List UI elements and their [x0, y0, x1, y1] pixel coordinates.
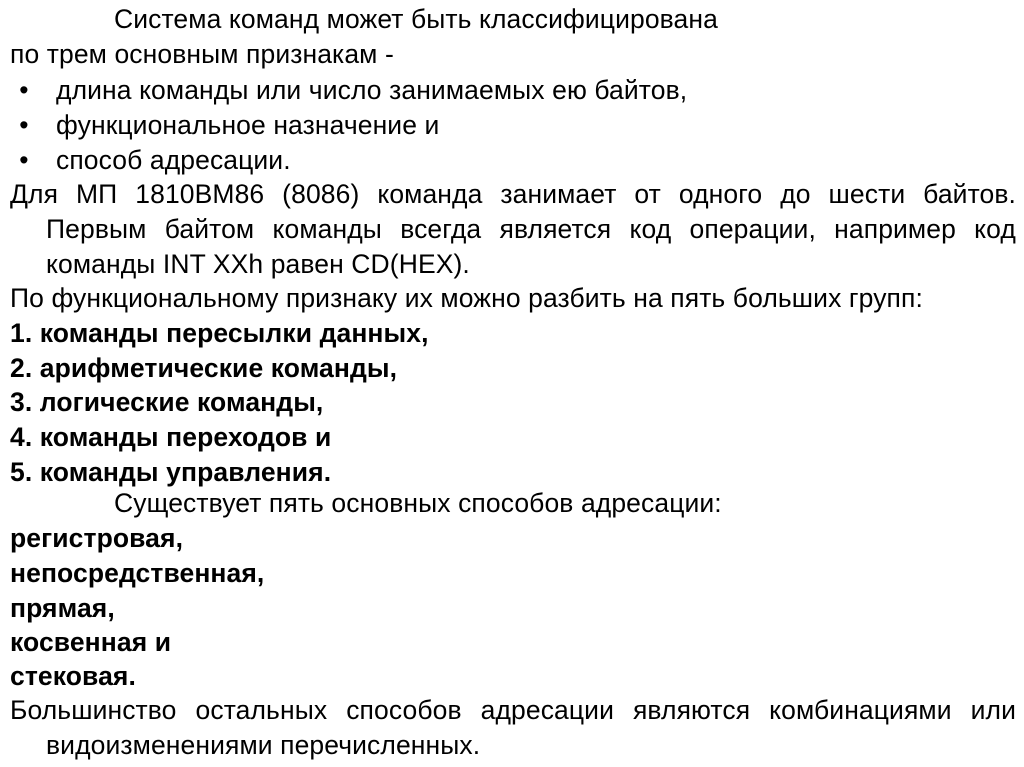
- group-item: 1. команды пересылки данных,: [10, 318, 429, 348]
- criteria-item-text: функциональное назначение и: [56, 110, 440, 140]
- addressing-mode: стековая.: [10, 661, 136, 691]
- length-paragraph-line-3: команды INT XXh равен CD(HEX).: [46, 249, 470, 279]
- functional-intro: По функциональному признаку их можно разбить на пять больших групп:: [10, 283, 923, 313]
- length-paragraph-line-2: Первым байтом команды всегда является код операции, например код: [46, 214, 1016, 244]
- addressing-intro: Существует пять основных способов адресации:: [114, 488, 722, 518]
- intro-line-1: Система команд может быть классифицирована: [114, 4, 718, 34]
- group-item: 4. команды переходов и: [10, 422, 332, 452]
- group-item: 5. команды управления.: [10, 457, 332, 487]
- addressing-mode: прямая,: [10, 593, 115, 623]
- bullet-icon: •: [19, 110, 29, 140]
- addressing-mode: регистровая,: [10, 523, 184, 553]
- bullet-icon: •: [19, 75, 29, 105]
- bullet-icon: •: [19, 145, 29, 175]
- addressing-mode: непосредственная,: [10, 558, 265, 588]
- length-paragraph-line-1: Для МП 1810ВМ86 (8086) команда занимает от одного до шести байтов.: [10, 179, 1016, 209]
- addressing-mode: косвенная и: [10, 627, 172, 657]
- group-item: 3. логические команды,: [10, 387, 324, 417]
- conclusion-line-1: Большинство остальных способов адресации являются комбинациями или: [10, 695, 1016, 725]
- criteria-item-text: длина команды или число занимаемых ею байтов,: [56, 75, 688, 105]
- group-item: 2. арифметические команды,: [10, 353, 398, 383]
- criteria-item-text: способ адресации.: [56, 145, 291, 175]
- conclusion-line-2: видоизменениями перечисленных.: [46, 730, 481, 760]
- intro-line-2: по трем основным признакам -: [10, 39, 394, 69]
